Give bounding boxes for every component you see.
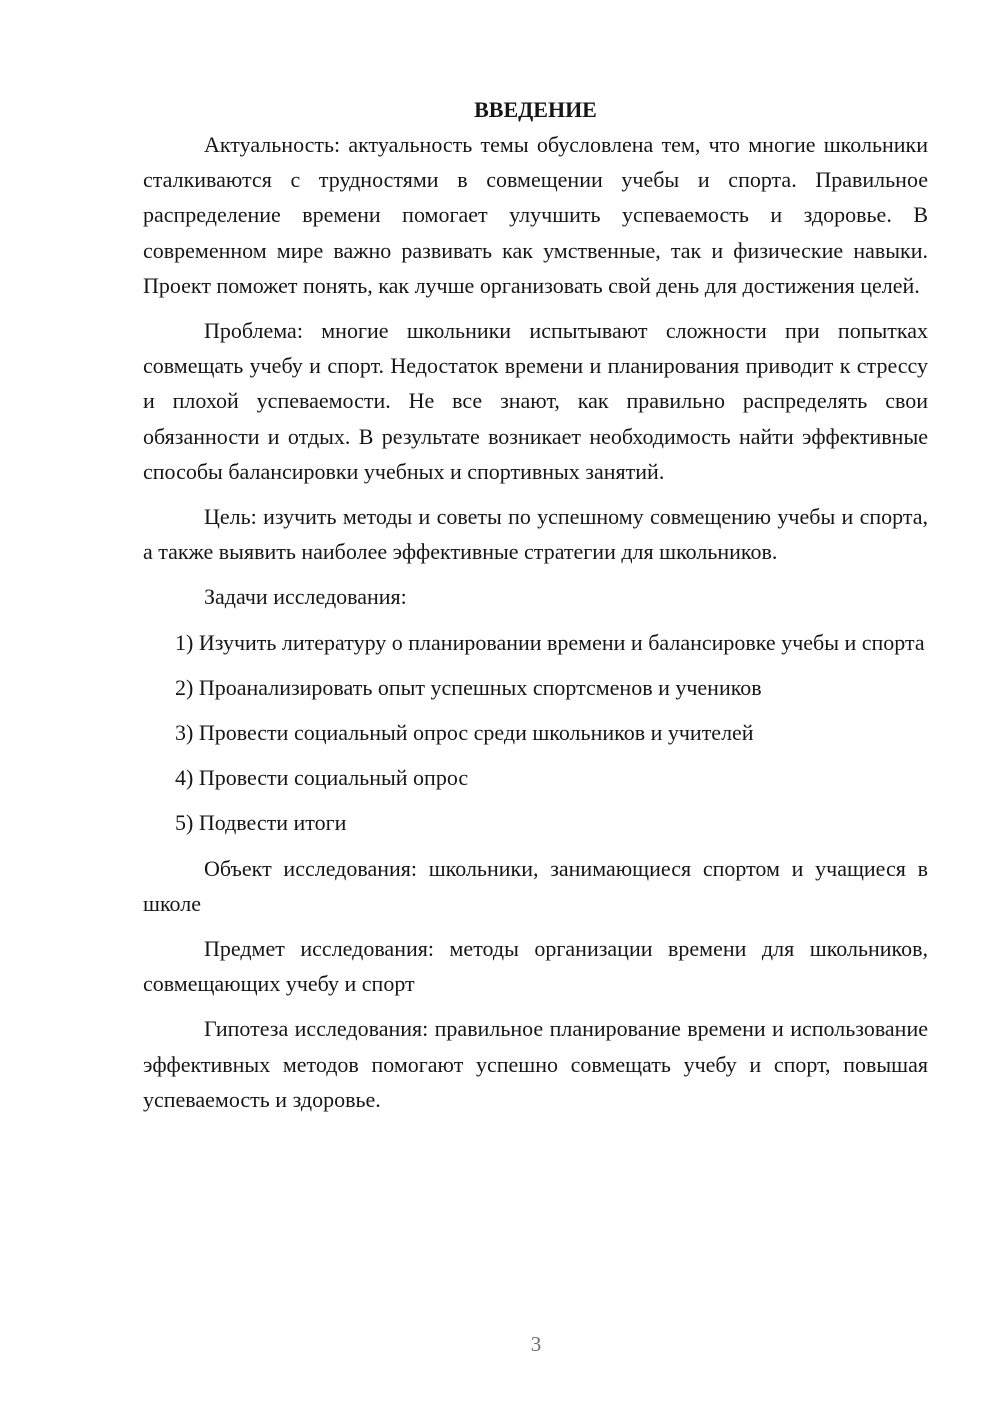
task-item: 2) Проанализировать опыт успешных спортсменов и учеников xyxy=(175,674,762,700)
section-title: ВВЕДЕНИЕ xyxy=(474,97,597,122)
relevance-paragraph: Актуальность: актуальность темы обусловлена тем, что многие школьники сталкиваются с трудностями в совмещении учебы и спорта. Правильное распределение времени помогает улучшить успеваемость и здоровье. В современном мире важно развивать как умственные, так и физические навыки. Проект поможет понять, как лучше организовать свой день для достижения целей. xyxy=(143,132,928,298)
problem-paragraph: Проблема: многие школьники испытывают сложности при попытках совмещать учебу и спорт. Недостаток времени и планирования приводит к стрессу и плохой успеваемости. Не все знают, как правильно распределять свои обязанности и отдых. В результате возникает необходимость найти эффективные способы балансировки учебных и спортивных занятий. xyxy=(143,318,928,484)
task-item: 1) Изучить литературу о планировании времени и балансировке учебы и спорта xyxy=(175,629,925,655)
subject-paragraph: Предмет исследования: методы организации времени для школьников, совмещающих учебу и спорт xyxy=(143,936,928,997)
page-number: 3 xyxy=(530,1332,542,1356)
hypothesis-paragraph: Гипотеза исследования: правильное планирование времени и использование эффективных методов помогают успешно совмещать учебу и спорт, повышая успеваемость и здоровье. xyxy=(143,1016,928,1112)
document-page xyxy=(143,92,928,1127)
object-paragraph: Объект исследования: школьники, занимающиеся спортом и учащиеся в школе xyxy=(143,855,928,916)
goal-paragraph: Цель: изучить методы и советы по успешному совмещению учебы и спорта, а также выявить наиболее эффективные стратегии для школьников. xyxy=(143,504,928,565)
task-item: 5) Подвести итоги xyxy=(175,810,347,836)
task-item: 4) Провести социальный опрос xyxy=(175,765,469,791)
task-item: 3) Провести социальный опрос среди школьников и учителей xyxy=(175,720,754,746)
tasks-heading: Задачи исследования: xyxy=(204,584,407,610)
